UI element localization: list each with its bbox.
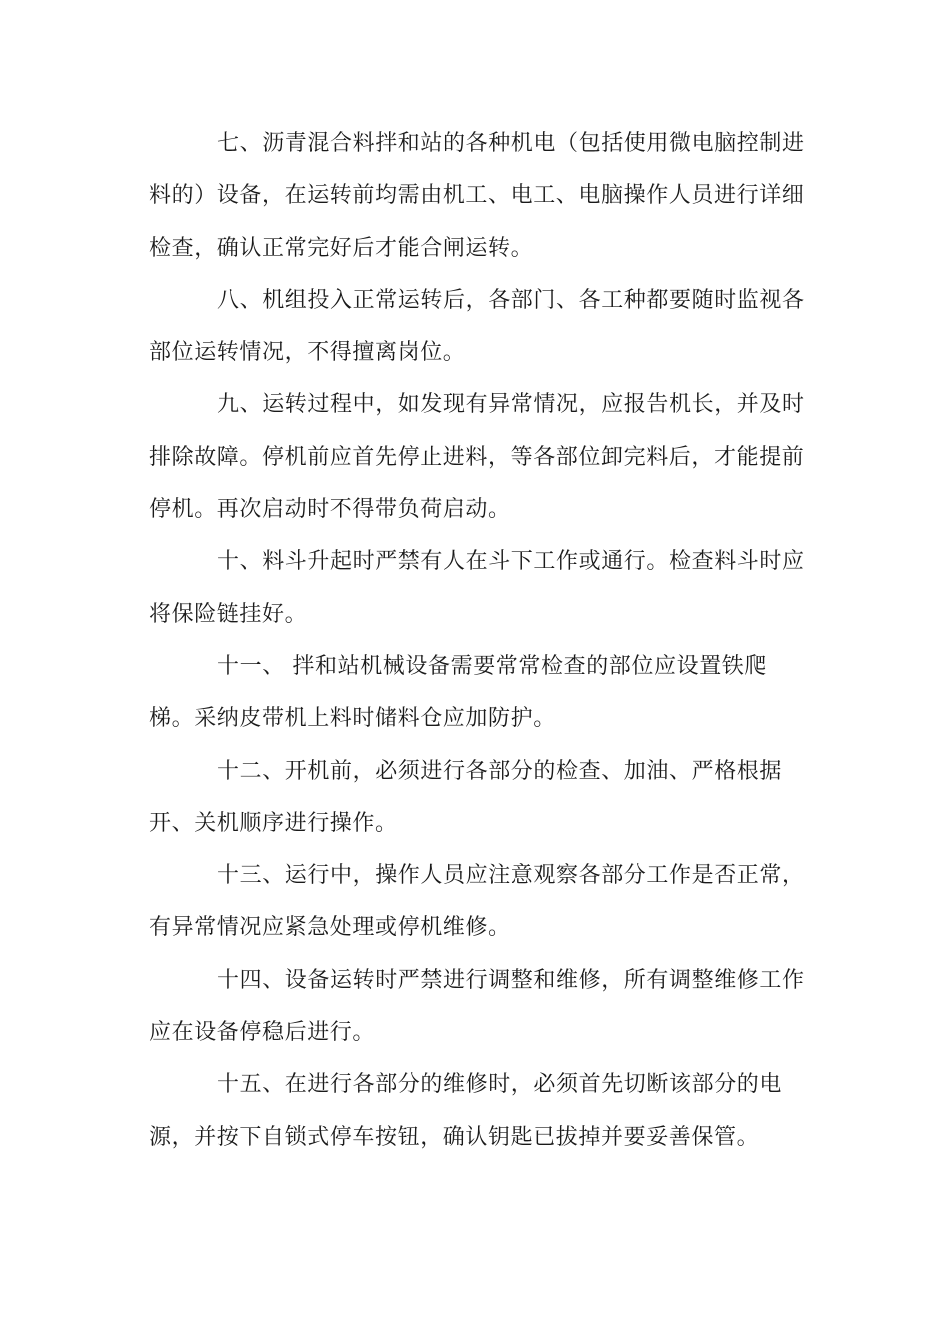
text-line: 十四、设备运转时严禁进行调整和维修，所有调整维修工作: [217, 967, 805, 993]
text-line: 十、料斗升起时严禁有人在斗下工作或通行。检查料斗时应: [217, 549, 805, 575]
text-line: 开、关机顺序进行操作。: [149, 810, 398, 836]
document-body: [149, 118, 809, 1164]
paragraph-12: [149, 746, 809, 851]
text-line: 七、沥青混合料拌和站的各种机电（包括使用微电脑控制进: [217, 131, 805, 156]
paragraph-7: [149, 118, 809, 275]
text-line: 八、机组投入正常运转后，各部门、各工种都要随时监视各: [217, 287, 805, 313]
paragraph-9: [149, 379, 809, 536]
text-line: 检查，确认正常完好后才能合闸运转。: [149, 235, 534, 261]
text-line: 十三、运行中，操作人员应注意观察各部分工作是否正常，: [217, 863, 805, 889]
text-line: 十一、 拌和站机械设备需要常常检查的部位应设置铁爬: [217, 653, 767, 679]
paragraph-13: [149, 850, 809, 955]
text-line: 源，并按下自锁式停车按钮，确认钥匙已拔掉并要妥善保管。: [149, 1124, 760, 1150]
text-line: 部位运转情况，不得擅离岗位。: [149, 340, 466, 366]
text-line: 九、运转过程中，如发现有异常情况，应报告机长，并及时: [217, 392, 805, 418]
text-line: 应在设备停稳后进行。: [149, 1020, 376, 1046]
paragraph-8: [149, 275, 809, 380]
text-line: 有异常情况应紧急处理或停机维修。: [149, 915, 511, 941]
text-line: 停机。再次启动时不得带负荷启动。: [149, 497, 511, 523]
paragraph-11: [149, 641, 809, 746]
text-line: 排除故障。停机前应首先停止进料，等各部位卸完料后，才能提前: [149, 444, 805, 470]
paragraph-14: [149, 955, 809, 1060]
text-line: 十五、在进行各部分的维修时，必须首先切断该部分的电: [217, 1072, 783, 1098]
text-line: 将保险链挂好。: [149, 601, 308, 627]
text-line: 十二、开机前，必须进行各部分的检查、加油、严格根据: [217, 758, 783, 784]
paragraph-10: [149, 536, 809, 641]
paragraph-15: [149, 1059, 809, 1164]
text-line: 料的）设备，在运转前均需由机工、电工、电脑操作人员进行详细: [149, 183, 805, 209]
text-line: 梯。采纳皮带机上料时储料仓应加防护。: [149, 706, 556, 732]
